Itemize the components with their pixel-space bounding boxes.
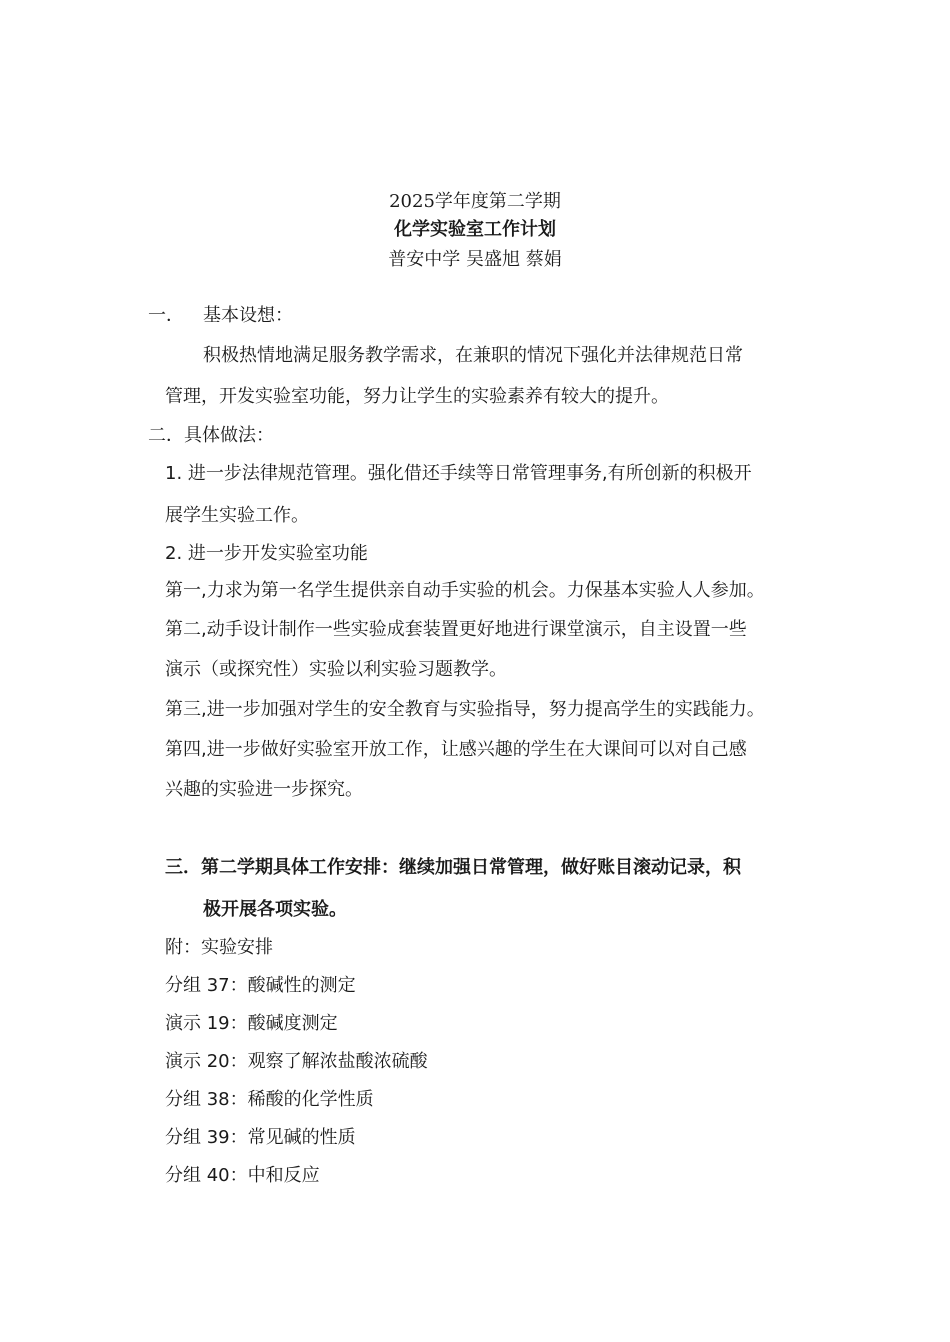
- section3-heading-line2: 极开展各项实验。: [203, 899, 347, 920]
- list-item: 演示 19：酸碱度测定: [165, 1013, 338, 1034]
- term-heading: 2025学年度第二学期: [389, 191, 561, 212]
- list-item: 分组 39：常见碱的性质: [165, 1127, 356, 1148]
- list-item: 分组 38：稀酸的化学性质: [165, 1089, 374, 1110]
- section2-heading: 二．具体做法：: [148, 425, 274, 446]
- document-title: 化学实验室工作计划: [394, 219, 556, 240]
- section1-number: 一．: [148, 305, 184, 326]
- section2-item1-line1: 1. 进一步法律规范管理。强化借还手续等日常管理事务,有所创新的积极开: [165, 463, 752, 484]
- section2-fourth-line1: 第四,进一步做好实验室开放工作，让感兴趣的学生在大课间可以对自己感: [165, 739, 747, 760]
- list-item: 分组 37：酸碱性的测定: [165, 975, 356, 996]
- section3-heading-line1: 三．第二学期具体工作安排：继续加强日常管理，做好账目滚动记录，积: [165, 857, 741, 878]
- section2-first: 第一,力求为第一名学生提供亲自动手实验的机会。力保基本实验人人参加。: [165, 580, 765, 601]
- section2-item1-line2: 展学生实验工作。: [165, 505, 309, 526]
- list-item: 分组 40：中和反应: [165, 1165, 320, 1186]
- section1-paragraph-line1: 积极热情地满足服务教学需求，在兼职的情况下强化并法律规范日常: [203, 345, 743, 366]
- list-item: 演示 20：观察了解浓盐酸浓硫酸: [165, 1051, 428, 1072]
- section2-fourth-line2: 兴趣的实验进一步探究。: [165, 779, 363, 800]
- section1-heading: 基本设想：: [203, 305, 293, 326]
- section1-paragraph-line2: 管理，开发实验室功能，努力让学生的实验素养有较大的提升。: [165, 386, 669, 407]
- section2-item2: 2. 进一步开发实验室功能: [165, 543, 368, 564]
- authors: 普安中学 吴盛旭 蔡娟: [388, 249, 562, 270]
- section2-third: 第三,进一步加强对学生的安全教育与实验指导，努力提高学生的实践能力。: [165, 699, 765, 720]
- section2-second-line2: 演示（或探究性）实验以利实验习题教学。: [165, 659, 507, 680]
- appendix-title: 附：实验安排: [165, 937, 273, 958]
- section2-second-line1: 第二,动手设计制作一些实验成套装置更好地进行课堂演示，自主设置一些: [165, 619, 747, 640]
